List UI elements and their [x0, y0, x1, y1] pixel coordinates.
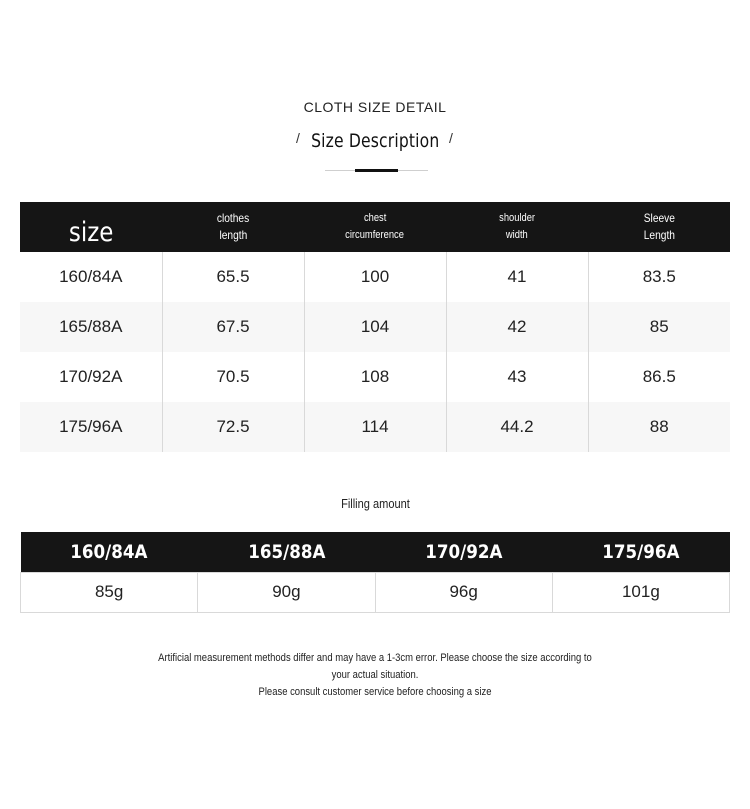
- cell-size: 170/92A: [20, 352, 162, 402]
- cell-clothes-length: 65.5: [162, 252, 304, 302]
- filling-header-row: [21, 532, 730, 572]
- filling-header: [198, 532, 375, 572]
- note-error: Artificial measurement methods differ and may have a 1-3cm error. Please choose the size according to your actual situation.: [158, 652, 592, 681]
- filling-value: 85g: [21, 572, 198, 612]
- header-shoulder-line2: width: [506, 229, 528, 241]
- cell-size: 175/96A: [20, 402, 162, 452]
- filling-header: [552, 532, 729, 572]
- header-shoulder-line1: shoulder: [499, 212, 535, 224]
- cell-sleeve: 86.5: [642, 367, 676, 386]
- header-chest-circumference: [304, 202, 446, 252]
- filling-value: 96g: [375, 572, 552, 612]
- filling-header: [21, 532, 198, 572]
- cell-sleeve: 85: [588, 302, 730, 352]
- cell-chest: 104: [304, 302, 446, 352]
- cell-clothes-length: 70.5: [162, 352, 304, 402]
- table-row: [20, 302, 730, 352]
- header-shoulder-width: [446, 202, 588, 252]
- cell-chest: 100: [304, 252, 446, 302]
- cell-chest: 114: [304, 402, 446, 452]
- header-sleeve-line2: Length: [643, 228, 675, 242]
- title-slash-right: /: [449, 130, 453, 146]
- header-clothes-length-line2: length: [219, 228, 247, 242]
- filling-value: 90g: [198, 572, 375, 612]
- table-row: [21, 572, 730, 612]
- page-title: Size Description: [310, 130, 440, 152]
- cell-shoulder: 42: [446, 302, 588, 352]
- filling-amount-label: [0, 496, 750, 511]
- cell-sleeve: 83.5: [642, 267, 676, 286]
- cell-clothes-length: 67.5: [162, 302, 304, 352]
- header-clothes-length: [162, 202, 304, 252]
- measurement-notes: [120, 650, 630, 701]
- size-table: [20, 202, 730, 452]
- table-row: [20, 402, 730, 452]
- cell-shoulder: 43: [446, 352, 588, 402]
- filling-header: [375, 532, 552, 572]
- cell-shoulder: 44.2: [446, 402, 588, 452]
- filling-header-label: 170/92A: [425, 540, 503, 563]
- cell-size: 160/84A: [20, 252, 162, 302]
- title-row: [0, 126, 750, 156]
- title-underline-accent: [355, 169, 398, 172]
- note-consult: Please consult customer service before choosing a size: [258, 686, 492, 698]
- filling-header-label: 175/96A: [602, 540, 680, 563]
- filling-amount-text: Filling amount: [340, 496, 410, 511]
- header-sleeve-length: [588, 202, 730, 252]
- cell-shoulder: 41: [446, 252, 588, 302]
- cell-chest: 108: [304, 352, 446, 402]
- header-size-label: size: [68, 216, 114, 248]
- filling-value: 101g: [552, 572, 729, 612]
- size-table-header-row: [20, 202, 730, 252]
- header-chest-line1: chest: [363, 212, 387, 224]
- header-sleeve-line1: Sleeve: [643, 211, 675, 225]
- table-row: [20, 352, 730, 402]
- table-row: [20, 252, 730, 302]
- filling-table: [20, 532, 730, 613]
- filling-header-label: 165/88A: [247, 540, 325, 563]
- header-size: [20, 202, 162, 252]
- section-kicker: CLOTH SIZE DETAIL: [303, 99, 447, 115]
- cell-size: 165/88A: [20, 302, 162, 352]
- cell-clothes-length: 72.5: [162, 402, 304, 452]
- filling-header-label: 160/84A: [70, 540, 148, 563]
- cell-sleeve: 88: [588, 402, 730, 452]
- header-clothes-length-line1: clothes: [216, 211, 250, 225]
- header-chest-line2: circumference: [345, 229, 405, 241]
- title-slash-left: /: [296, 130, 300, 146]
